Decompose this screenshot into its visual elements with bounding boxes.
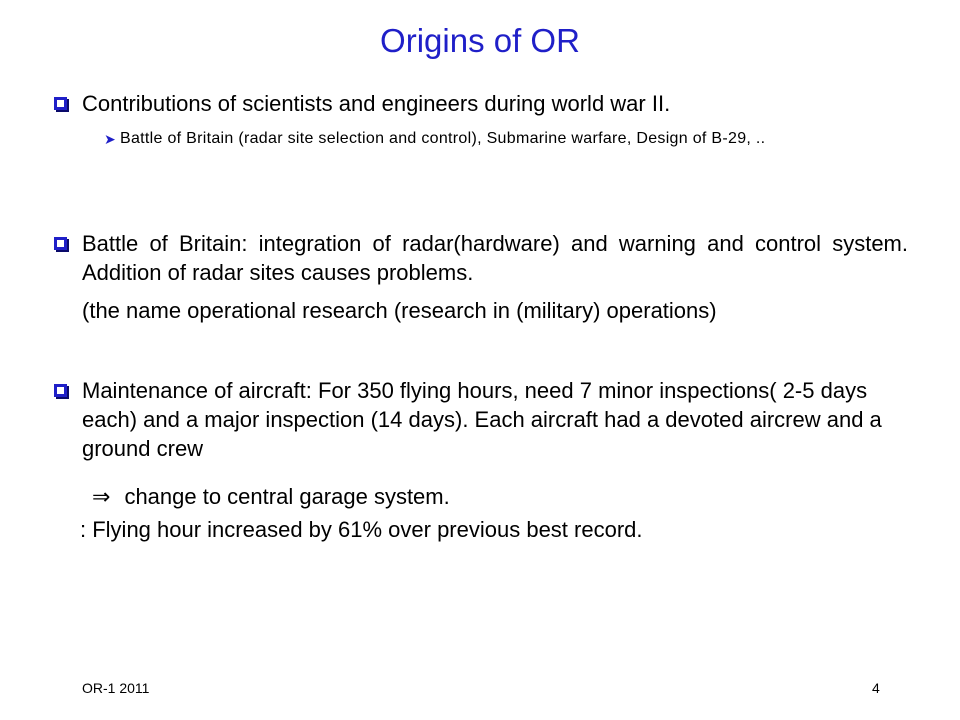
bullet-3-result: : Flying hour increased by 61% over previous best record. [80, 517, 643, 542]
implies-icon: ⇒ [92, 484, 111, 509]
hollow-square-bullet-icon [54, 237, 67, 250]
bullet-2-text: Battle of Britain: integration of radar(hardware) and warning and control system. Addition of radar sites causes problems. [82, 231, 908, 285]
bullet-3-implication-text: change to central garage system. [124, 484, 450, 509]
bullet-1-text: Contributions of scientists and engineers during world war II. [82, 91, 671, 116]
bullet-1-sub-text: Battle of Britain (radar site selection and control), Submarine warfare, Design of B-29, .. [120, 130, 766, 147]
arrowhead-bullet-icon: ➤ [104, 131, 116, 147]
bullet-3-implication [92, 482, 792, 511]
hollow-square-bullet-icon [54, 384, 67, 397]
hollow-square-bullet-icon [54, 97, 67, 110]
bullet-2-note: (the name operational research (research in (military) operations) [82, 298, 717, 323]
footer-left: OR-1 2011 [82, 680, 150, 696]
bullet-3-text: Maintenance of aircraft: For 350 flying hours, need 7 minor inspections( 2-5 days each) and a major inspection (14 days). Each aircraft had a devoted aircrew and a ground crew [82, 378, 882, 461]
slide-title: Origins of OR [380, 22, 580, 59]
page-number: 4 [872, 680, 880, 696]
